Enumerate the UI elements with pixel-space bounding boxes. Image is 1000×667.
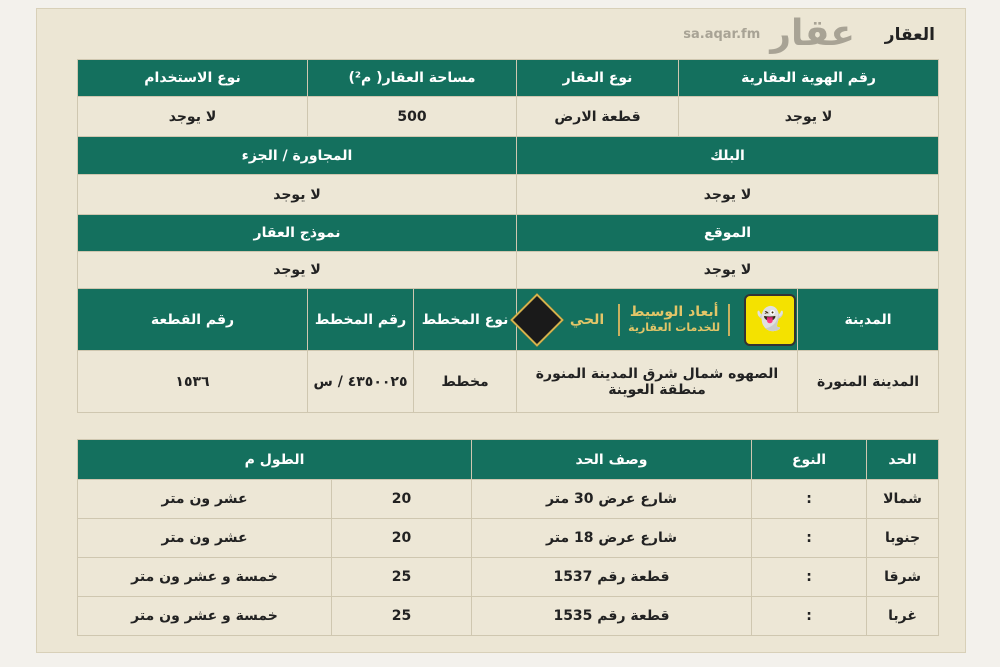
- district-label: الحي: [569, 311, 605, 328]
- table-row: شمالا : شارع عرض 30 متر 20 عشر ون متر: [78, 480, 939, 519]
- value-plan-type: مخطط: [414, 351, 517, 413]
- brand-emblem-icon: [510, 293, 564, 347]
- value-property-id: لا يوجد: [679, 97, 939, 137]
- table-row: غربا : قطعة رقم 1535 25 خمسة و عشر ون متر: [78, 597, 939, 636]
- value-plan-number: ٤٣٥٠٠٢٥ / س: [308, 351, 414, 413]
- header-property-type: نوع العقار: [517, 60, 679, 97]
- value-location: لا يوجد: [517, 252, 939, 289]
- header-area: مساحة العقار( م²): [308, 60, 517, 97]
- snapchat-qr-icon: 👻: [744, 294, 796, 346]
- header-plan-type: نوع المخطط: [414, 289, 517, 351]
- document-panel: [36, 8, 966, 653]
- header-property-id: رقم الهوية العقارية: [679, 60, 939, 97]
- value-plot-number: ١٥٣٦: [78, 351, 308, 413]
- boundaries-table: [77, 439, 939, 636]
- value-usage: لا يوجد: [78, 97, 308, 137]
- value-neighborhood: لا يوجد: [78, 175, 517, 215]
- header-model: نموذج العقار: [78, 215, 517, 252]
- header-city: المدينة: [798, 289, 939, 351]
- header-neighborhood: المجاورة / الجزء: [78, 137, 517, 175]
- value-city: المدينة المنورة: [798, 351, 939, 413]
- value-model: لا يوجد: [78, 252, 517, 289]
- header-usage: نوع الاستخدام: [78, 60, 308, 97]
- table-row: جنوبا : شارع عرض 18 متر 20 عشر ون متر: [78, 519, 939, 558]
- page-title: العقار: [884, 25, 935, 45]
- header-side: الحد: [867, 440, 939, 480]
- header-plan-number: رقم المخطط: [308, 289, 414, 351]
- value-block: لا يوجد: [517, 175, 939, 215]
- header-description: وصف الحد: [472, 440, 752, 480]
- property-info-table: [77, 59, 939, 413]
- value-district: الصهوه شمال شرق المدينة المنورة منطقة العوينة: [517, 351, 798, 413]
- value-area: 500: [308, 97, 517, 137]
- header-location: الموقع: [517, 215, 939, 252]
- header-block: البلك: [517, 137, 939, 175]
- table-row: شرقا : قطعة رقم 1537 25 خمسة و عشر ون متر: [78, 558, 939, 597]
- value-property-type: قطعة الارض: [517, 97, 679, 137]
- brand-logo: أبعاد الوسيط للخدمات العقارية: [618, 304, 730, 336]
- header-type: النوع: [752, 440, 867, 480]
- watermark-logo: sa.aqar.fm عقار: [683, 13, 855, 54]
- header-plot-number: رقم القطعة: [78, 289, 308, 351]
- header-length: الطول م: [78, 440, 472, 480]
- brand-logos: [517, 294, 797, 346]
